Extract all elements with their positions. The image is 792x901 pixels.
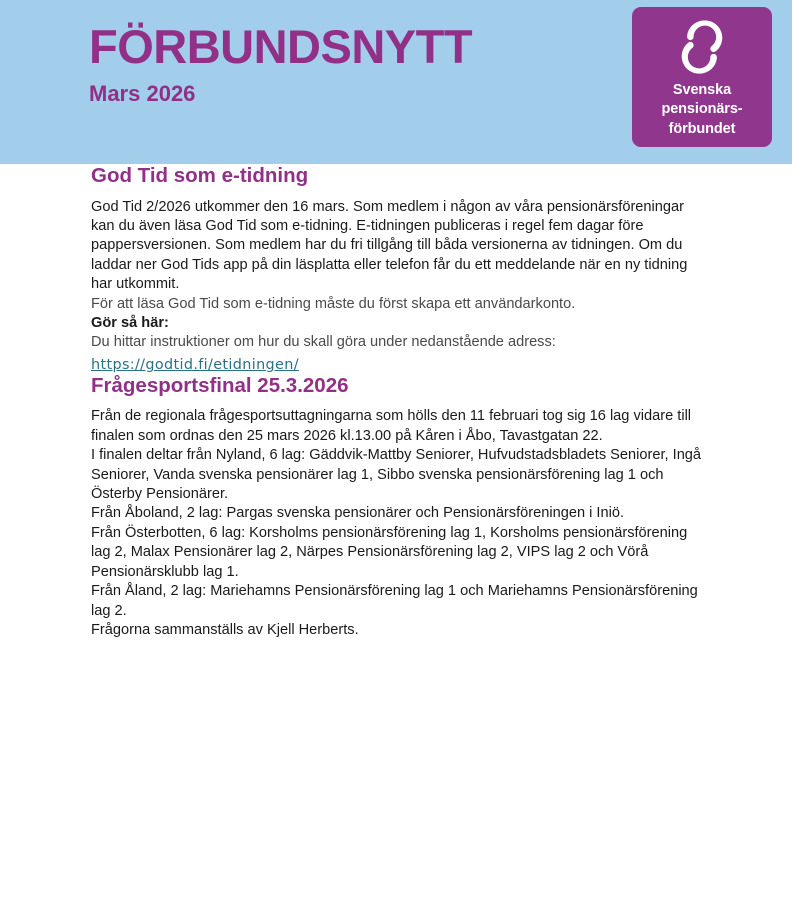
section-god-tid <box>91 164 703 374</box>
section-heading-fragesportsfinal: Frågesportsfinal 25.3.2026 <box>91 373 349 397</box>
logo-wordmark-line-1: Svenska <box>672 82 732 98</box>
organization-logo <box>632 7 772 147</box>
section-fragesportsfinal <box>91 374 703 640</box>
masthead-block <box>89 22 472 107</box>
teams-aland: Från Åland, 2 lag: Mariehamns Pensionärsförening lag 1 och Mariehamns Pensionärsförening lag 2. <box>91 583 698 619</box>
fragesport-intro: Från de regionala frågesportsuttagningarna som hölls den 11 februari tog sig 16 lag vidare till finalen som ordnas den 25 mars 2026 kl.13.00 på Kåren i Åbo, Tavastgatan 22. <box>91 408 692 444</box>
logo-wordmark <box>632 81 772 139</box>
logo-wordmark-line-2: pensionärs- <box>661 101 743 118</box>
teams-aboland: Från Åboland, 2 lag: Pargas svenska pensionärer och Pensionärsföreningen i Iniö. <box>91 505 624 522</box>
quiz-credit: Frågorna sammanställs av Kjell Herberts. <box>91 621 359 638</box>
teams-osterbotten: Från Österbotten, 6 lag: Korsholms pensionärsförening lag 1, Korsholms pensionärsförening lag 2, Malax Pensionärer lag 2, Närpes Pensionärsförening lag 2, VIPS lag 2 och Vörå Pensionärsklubb lag 1. <box>91 524 688 580</box>
issue-date: Mars 2026 <box>89 81 196 107</box>
etidningen-link[interactable]: https://godtid.fi/etidningen/ <box>91 356 299 373</box>
section-heading-god-tid: God Tid som e-tidning <box>91 164 309 187</box>
logo-wordmark-line-3: förbundet <box>668 120 736 137</box>
god-tid-paragraph-2: För att läsa God Tid som e-tidning måste du först skapa ett användarkonto. <box>91 295 576 312</box>
page-title: FÖRBUNDSNYTT <box>89 20 473 73</box>
god-tid-paragraph-1: God Tid 2/2026 utkommer den 16 mars. Som medlem i någon av våra pensionärsföreningar kan du även läsa God Tid som e-tidning. E-tidningen publiceras i regel fem dagar före pappersversionen. Som medlem har du fri tillgång till båda versionerna av tidningen. Om du laddar ner God Tids app på din läsplatta eller telefon får du ett meddelande när en ny tidning har utkommit. <box>91 198 688 293</box>
header-banner <box>0 0 792 164</box>
interlocking-rings-e-icon <box>673 18 731 76</box>
teams-nyland: I finalen deltar från Nyland, 6 lag: Gäddvik-Mattby Seniorer, Hufvudstadsbladets Seniorer, Ingå Seniorer, Vanda svenska pensionärer lag 1, Sibbo svenska pensionärsförening lag 1 och Österby Pensionärer. <box>91 447 702 503</box>
document-body <box>91 164 703 640</box>
instructions-text: Du hittar instruktioner om hur du skall göra under nedanstående adress: <box>91 334 556 351</box>
instructions-label: Gör så här: <box>91 315 169 332</box>
